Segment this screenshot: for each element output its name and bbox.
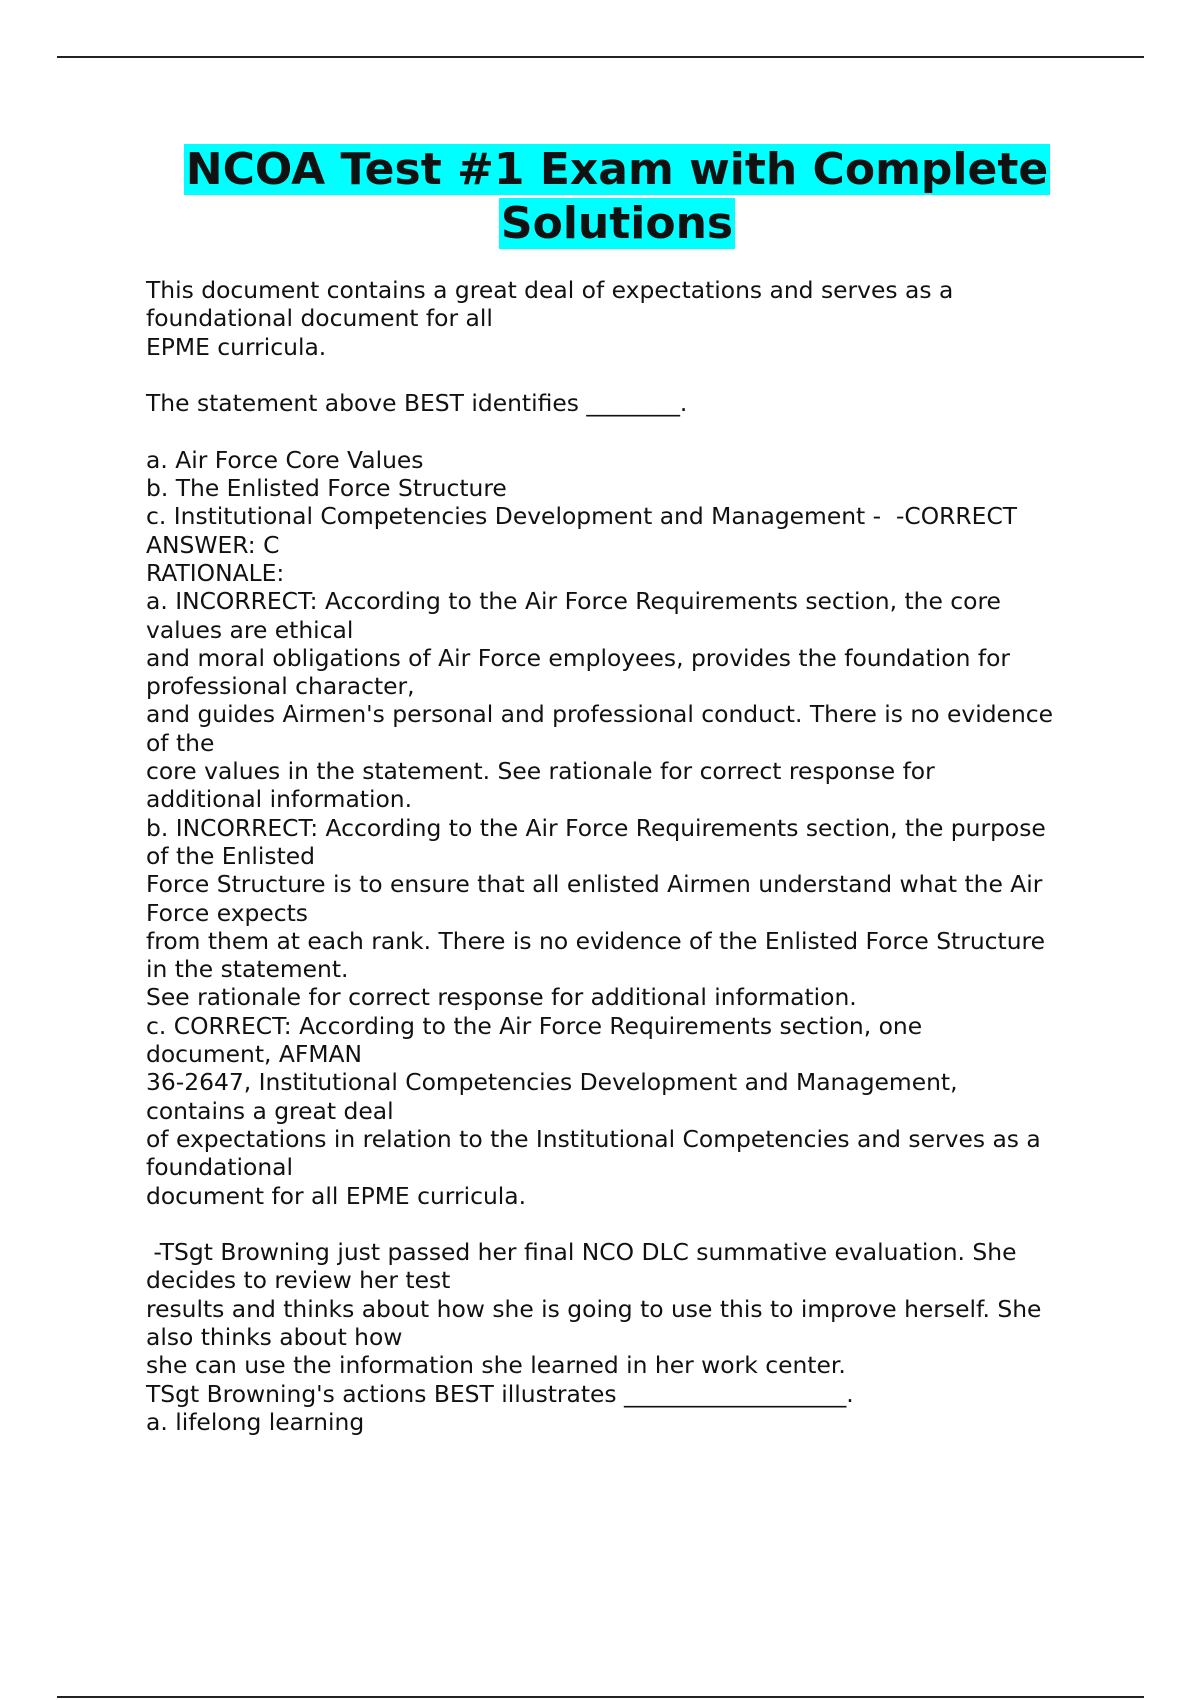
- body-text-line: from them at each rank. There is no evidence of the Enlisted Force Structure: [146, 926, 1046, 955]
- body-text-line: core values in the statement. See rationale for correct response for: [146, 757, 935, 786]
- header-rule: [57, 56, 1144, 58]
- body-text-line: and moral obligations of Air Force employees, provides the foundation for: [146, 643, 1011, 672]
- blank-line: [146, 417, 1106, 445]
- body-text-line: See rationale for correct response for additional information.: [146, 983, 857, 1012]
- body-text-line: Force expects: [146, 898, 308, 927]
- body-text-line: TSgt Browning's actions BEST illustrates ___________________.: [146, 1379, 854, 1408]
- body-text-line: This document contains a great deal of expectations and serves as a: [146, 276, 954, 304]
- body-text-line: also thinks about how: [146, 1322, 403, 1351]
- blank-line: [146, 1210, 1106, 1238]
- body-text-line: c. CORRECT: According to the Air Force Requirements section, one: [146, 1011, 923, 1040]
- body-text-line: she can use the information she learned in her work center.: [146, 1351, 846, 1380]
- body-text-line: -TSgt Browning just passed her final NCO DLC summative evaluation. She: [146, 1238, 1017, 1267]
- body-text-line: a. Air Force Core Values: [146, 445, 424, 474]
- footer-rule: [57, 1696, 1144, 1698]
- body-text-line: contains a great deal: [146, 1096, 394, 1125]
- body-text-line: of the: [146, 728, 215, 757]
- body-text-line: b. The Enlisted Force Structure: [146, 474, 507, 503]
- body-text-line: c. Institutional Competencies Development and Management - -CORRECT: [146, 502, 1018, 531]
- body-text-line: document, AFMAN: [146, 1040, 363, 1069]
- document-body: [146, 276, 1106, 1436]
- body-text-line: ANSWER: C: [146, 530, 280, 559]
- body-text-line: Force Structure is to ensure that all enlisted Airmen understand what the Air: [146, 870, 1043, 899]
- body-text-line: decides to review her test: [146, 1266, 451, 1295]
- body-text-line: of expectations in relation to the Institutional Competencies and serves as a: [146, 1124, 1041, 1153]
- body-text-line: foundational: [146, 1153, 294, 1182]
- body-text-line: in the statement.: [146, 955, 349, 984]
- body-text-line: foundational document for all: [146, 304, 493, 333]
- body-text-line: of the Enlisted: [146, 841, 315, 870]
- body-text-line: and guides Airmen's personal and professional conduct. There is no evidence: [146, 700, 1054, 729]
- body-text-line: document for all EPME curricula.: [146, 1181, 527, 1210]
- body-text-line: a. INCORRECT: According to the Air Force Requirements section, the core: [146, 587, 1001, 616]
- title-line-1: NCOA Test #1 Exam with Complete: [185, 144, 1049, 195]
- title-line-2: Solutions: [500, 198, 734, 249]
- body-text-line: The statement above BEST identifies ________.: [146, 389, 688, 418]
- body-text-line: professional character,: [146, 672, 415, 701]
- body-text-line: a. lifelong learning: [146, 1407, 365, 1436]
- body-text-line: b. INCORRECT: According to the Air Force Requirements section, the purpose: [146, 813, 1046, 842]
- body-text-line: results and thinks about how she is going to use this to improve herself. She: [146, 1294, 1042, 1323]
- body-text-line: RATIONALE:: [146, 558, 285, 587]
- blank-line: [146, 361, 1106, 389]
- document-title: [100, 143, 1134, 251]
- body-text-line: additional information.: [146, 785, 413, 814]
- body-text-line: 36-2647, Institutional Competencies Development and Management,: [146, 1068, 958, 1097]
- body-text-line: values are ethical: [146, 615, 354, 644]
- body-text-line: EPME curricula.: [146, 332, 327, 361]
